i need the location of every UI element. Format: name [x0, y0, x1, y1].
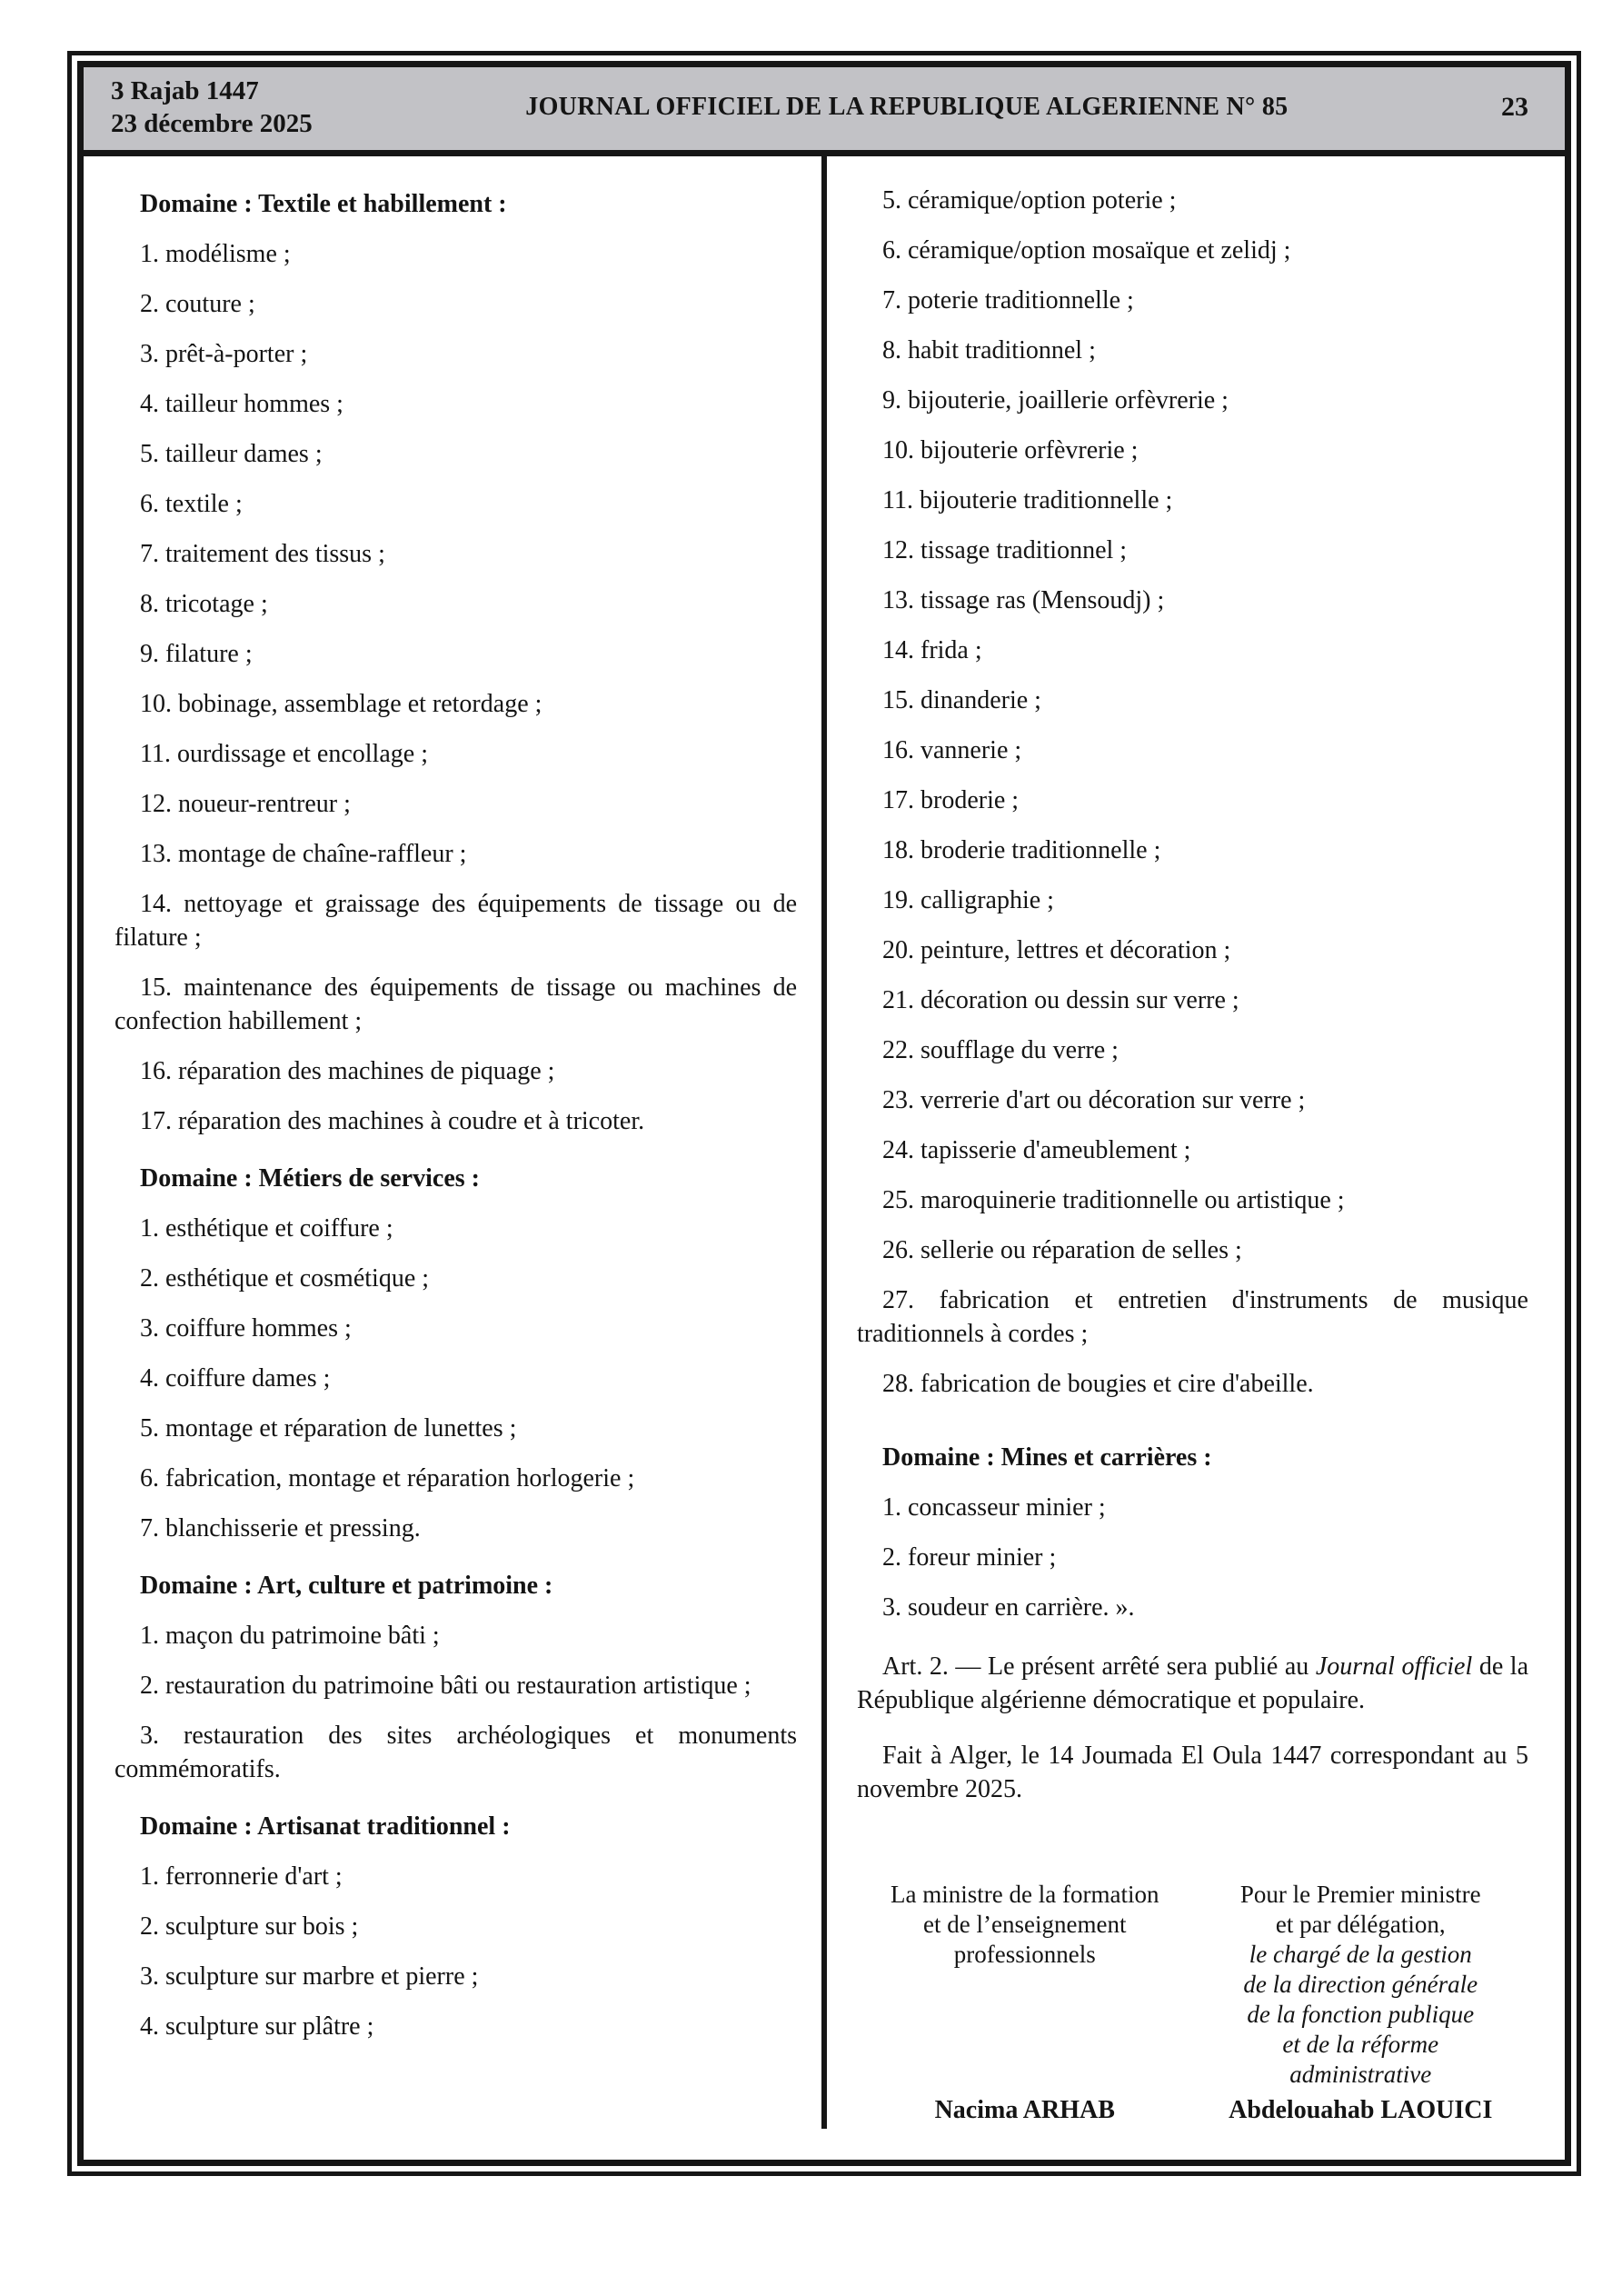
list-item: 24. tapisserie d'ameublement ; — [882, 1135, 1191, 1164]
list-item: 4. coiffure dames ; — [140, 1363, 331, 1393]
list-item: 12. noueur-rentreur ; — [140, 789, 351, 818]
journal-title: JOURNAL OFFICIEL DE LA REPUBLIQUE ALGERIENNE N° 85 — [525, 93, 1289, 122]
list-item: 9. filature ; — [140, 639, 253, 668]
list-item: 1. concasseur minier ; — [882, 1492, 1106, 1522]
signature-right-name: Abdelouahab LAOUICI — [1229, 2096, 1493, 2124]
list-item: 7. poterie traditionnelle ; — [882, 285, 1134, 314]
list-item: de la direction générale — [1243, 1971, 1478, 1998]
right-column — [824, 156, 1565, 2161]
list-item: 17. broderie ; — [882, 785, 1020, 814]
list-item: 28. fabrication de bougies et cire d'abeille. — [882, 1369, 1314, 1398]
article-2-paragraph — [857, 1650, 1528, 1717]
page-border-outer — [67, 51, 1581, 2176]
list-item: 18. broderie traditionnelle ; — [882, 835, 1161, 864]
list-item: 10. bijouterie orfèvrerie ; — [882, 435, 1139, 464]
list-item: 2. foreur minier ; — [882, 1542, 1057, 1572]
section-heading-art-culture: Domaine : Art, culture et patrimoine : — [140, 1571, 553, 1600]
list-item: 15. dinanderie ; — [882, 685, 1041, 714]
section-items-services — [114, 1212, 797, 1545]
signature-left-title — [857, 1880, 1193, 1970]
left-column — [84, 156, 824, 2161]
column-divider — [821, 156, 827, 2130]
list-item: 4. tailleur hommes ; — [140, 389, 343, 418]
list-item: 11. bijouterie traditionnelle ; — [882, 485, 1173, 514]
list-item: 15. maintenance des équipements de tissage ou machines de confection habillement ; — [114, 973, 797, 1035]
masthead — [84, 67, 1565, 156]
list-item: 7. traitement des tissus ; — [140, 539, 385, 568]
list-item: 6. textile ; — [140, 489, 243, 518]
list-item: 12. tissage traditionnel ; — [882, 535, 1128, 564]
list-item: professionnels — [953, 1941, 1096, 1968]
section-heading-mines: Domaine : Mines et carrières : — [882, 1442, 1212, 1472]
date-hijri: 3 Rajab 1447 — [111, 76, 259, 105]
list-item: 22. soufflage du verre ; — [882, 1035, 1119, 1064]
list-item: 25. maroquinerie traditionnelle ou artistique ; — [882, 1185, 1345, 1214]
list-item: 8. habit traditionnel ; — [882, 335, 1096, 364]
list-item: 9. bijouterie, joaillerie orfèvrerie ; — [882, 385, 1229, 414]
list-item: 1. esthétique et coiffure ; — [140, 1213, 393, 1243]
list-item: Pour le Premier ministre — [1239, 1881, 1481, 1908]
list-item: 3. restauration des sites archéologiques et monuments commémoratifs. — [114, 1721, 797, 1783]
list-item: 26. sellerie ou réparation de selles ; — [882, 1235, 1242, 1264]
signature-left-name: Nacima ARHAB — [934, 2096, 1115, 2124]
list-item: 20. peinture, lettres et décoration ; — [882, 935, 1231, 964]
list-item: administrative — [1289, 2061, 1432, 2088]
list-item: 7. blanchisserie et pressing. — [140, 1513, 421, 1542]
list-item: et de l’enseignement — [923, 1911, 1127, 1938]
list-item: 16. réparation des machines de piquage ; — [140, 1056, 555, 1085]
section-items-art-culture — [114, 1619, 797, 1786]
list-item: 13. tissage ras (Mensoudj) ; — [882, 585, 1165, 614]
list-item: 2. sculpture sur bois ; — [140, 1912, 359, 1941]
list-item: 4. sculpture sur plâtre ; — [140, 2011, 374, 2041]
section-items-mines — [857, 1491, 1528, 1641]
list-item: 3. soudeur en carrière. ». — [882, 1592, 1135, 1622]
list-item: 13. montage de chaîne-raffleur ; — [140, 839, 467, 868]
page-number: 23 — [1501, 92, 1528, 123]
list-item: et par délégation, — [1275, 1911, 1446, 1938]
list-item: La ministre de la formation — [891, 1881, 1159, 1908]
list-item: 1. maçon du patrimoine bâti ; — [140, 1621, 440, 1650]
journal-officiel-italic: Journal officiel — [1315, 1652, 1473, 1681]
article-2-text: Art. 2. — Le présent arrêté sera publié au — [882, 1652, 1316, 1681]
list-item: 3. prêt-à-porter ; — [140, 339, 308, 368]
list-item: 11. ourdissage et encollage ; — [140, 739, 428, 768]
article-2-text-end: de la République algérienne démocratique et populaire. — [857, 1652, 1528, 1714]
list-item: 2. restauration du patrimoine bâti ou restauration artistique ; — [140, 1671, 751, 1700]
closing-paragraph: Fait à Alger, le 14 Joumada El Oula 1447 correspondant au 5 novembre 2025. — [857, 1741, 1528, 1803]
section-heading-services: Domaine : Métiers de services : — [140, 1163, 480, 1193]
signature-right — [1193, 1880, 1529, 2127]
signature-block — [857, 1880, 1528, 2160]
list-item: 1. modélisme ; — [140, 239, 291, 268]
list-item: 19. calligraphie ; — [882, 885, 1054, 914]
list-item: 10. bobinage, assemblage et retordage ; — [140, 689, 542, 718]
signature-right-function — [1193, 1940, 1529, 2090]
list-item: 14. nettoyage et graissage des équipements de tissage ou de filature ; — [114, 889, 797, 952]
section-heading-textile: Domaine : Textile et habillement : — [140, 189, 507, 218]
section-items-artisanat — [114, 1860, 797, 2043]
list-item: 2. esthétique et cosmétique ; — [140, 1263, 430, 1293]
list-item: le chargé de la gestion — [1249, 1941, 1472, 1968]
list-item: 2. couture ; — [140, 289, 255, 318]
list-item: 27. fabrication et entretien d'instruments de musique traditionnels à cordes ; — [857, 1285, 1528, 1348]
list-item: 5. tailleur dames ; — [140, 439, 323, 468]
list-item: 1. ferronnerie d'art ; — [140, 1862, 343, 1891]
date-gregorian: 23 décembre 2025 — [111, 109, 313, 139]
signature-right-title — [1193, 1880, 1529, 1940]
list-item: 14. frida ; — [882, 635, 982, 664]
list-item: et de la réforme — [1282, 2031, 1439, 2058]
list-item: 3. sculpture sur marbre et pierre ; — [140, 1962, 479, 1991]
list-item: 16. vannerie ; — [882, 735, 1022, 764]
list-item: 5. céramique/option poterie ; — [882, 185, 1177, 215]
list-item: 6. céramique/option mosaïque et zelidj ; — [882, 235, 1291, 265]
list-item: 5. montage et réparation de lunettes ; — [140, 1413, 517, 1442]
list-item: de la fonction publique — [1247, 2001, 1475, 2028]
list-item: 17. réparation des machines à coudre et à tricoter. — [140, 1106, 645, 1135]
list-item: 21. décoration ou dessin sur verre ; — [882, 985, 1239, 1014]
page-border-inner — [77, 61, 1571, 2166]
section-items-textile — [114, 237, 797, 1138]
page-body — [84, 156, 1565, 2161]
list-item: 8. tricotage ; — [140, 589, 268, 618]
signature-left — [857, 1880, 1193, 2127]
section-items-artisanat-continued — [857, 184, 1528, 1417]
list-item: 6. fabrication, montage et réparation horlogerie ; — [140, 1463, 635, 1492]
section-heading-artisanat: Domaine : Artisanat traditionnel : — [140, 1812, 511, 1841]
masthead-dates — [111, 75, 313, 141]
list-item: 23. verrerie d'art ou décoration sur verre ; — [882, 1085, 1306, 1114]
list-item: 3. coiffure hommes ; — [140, 1313, 352, 1343]
